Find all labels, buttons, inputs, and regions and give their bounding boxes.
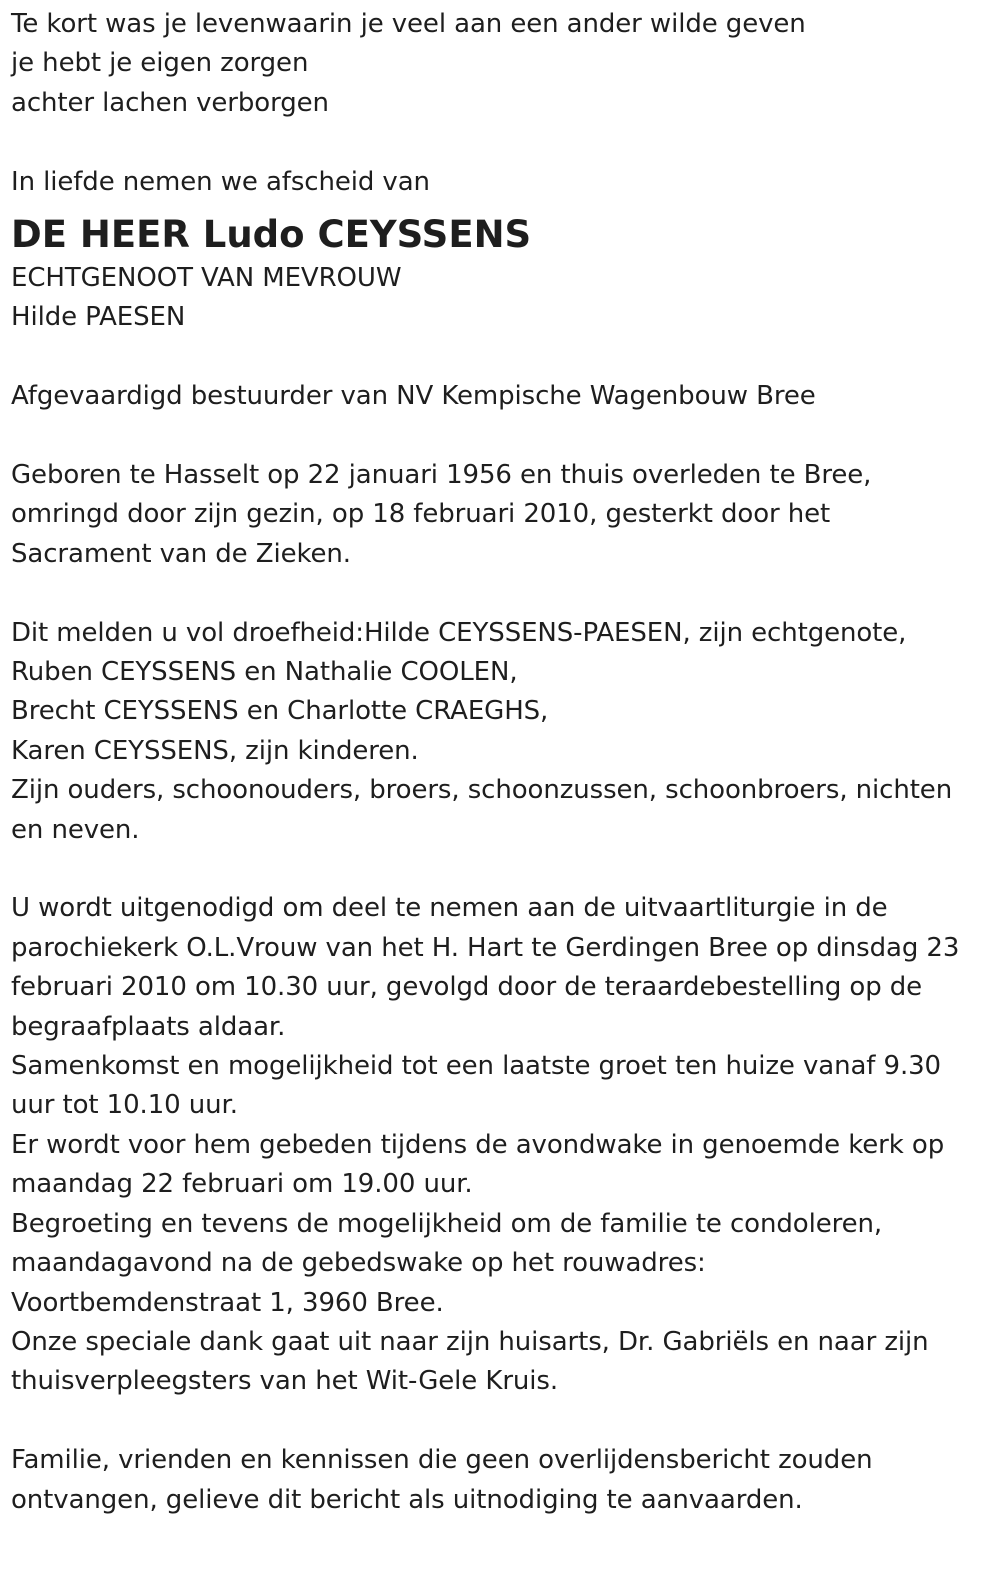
paragraph-line: Er wordt voor hem gebeden tijdens de avondwake in genoemde kerk op bbox=[11, 1129, 945, 1160]
paragraph-line: begraafplaats aldaar. bbox=[11, 1011, 286, 1042]
paragraph-line: Onze speciale dank gaat uit naar zijn huisarts, Dr. Gabriëls en naar zijn bbox=[11, 1326, 929, 1357]
paragraph-line: Zijn ouders, schoonouders, broers, schoonzussen, schoonbroers, nichten bbox=[11, 775, 953, 806]
poem-line: achter lachen verborgen bbox=[11, 87, 329, 118]
address-line: Voortbemdenstraat 1, 3960 Bree. bbox=[11, 1287, 444, 1318]
intro-text: In liefde nemen we afscheid van bbox=[11, 166, 430, 197]
family-paragraph bbox=[11, 614, 989, 850]
spouse-name: Hilde PAESEN bbox=[11, 302, 186, 333]
paragraph-line: U wordt uitgenodigd om deel te nemen aan de uitvaartliturgie in de bbox=[11, 893, 888, 924]
paragraph-line: februari 2010 om 10.30 uur, gevolgd door de teraardebestelling op de bbox=[11, 972, 923, 1003]
spacer bbox=[11, 417, 989, 456]
poem bbox=[11, 5, 989, 123]
paragraph-line: uur tot 10.10 uur. bbox=[11, 1090, 238, 1121]
paragraph-line: parochiekerk O.L.Vrouw van het H. Hart te Gerdingen Bree op dinsdag 23 bbox=[11, 932, 960, 963]
spacer bbox=[11, 338, 989, 377]
paragraph-line: Geboren te Hasselt op 22 januari 1956 en thuis overleden te Bree, bbox=[11, 460, 872, 491]
paragraph-line: Dit melden u vol droefheid:Hilde CEYSSENS-PAESEN, zijn echtgenote, bbox=[11, 617, 907, 648]
paragraph-line: ontvangen, gelieve dit bericht als uitnodiging te aanvaarden. bbox=[11, 1484, 803, 1515]
spacer bbox=[11, 574, 989, 613]
paragraph-line: omringd door zijn gezin, op 18 februari 2010, gesterkt door het bbox=[11, 499, 831, 530]
paragraph-line: Karen CEYSSENS, zijn kinderen. bbox=[11, 735, 419, 766]
spacer bbox=[11, 1402, 989, 1441]
poem-line: je hebt je eigen zorgen bbox=[11, 48, 309, 79]
paragraph-line: maandag 22 februari om 19.00 uur. bbox=[11, 1169, 473, 1200]
occupation-text: Afgevaardigd bestuurder van NV Kempische Wagenbouw Bree bbox=[11, 381, 816, 412]
deceased-name: DE HEER Ludo CEYSSENS bbox=[11, 213, 532, 257]
paragraph-line: en neven. bbox=[11, 814, 140, 845]
closing-paragraph bbox=[11, 1441, 989, 1520]
birth-death-paragraph bbox=[11, 456, 989, 574]
poem-line: Te kort was je levenwaarin je veel aan een ander wilde geven bbox=[11, 9, 806, 39]
paragraph-line: maandagavond na de gebedswake op het rouwadres: bbox=[11, 1248, 706, 1279]
spouse-label: ECHTGENOOT VAN MEVROUW bbox=[11, 263, 402, 294]
paragraph-line: Ruben CEYSSENS en Nathalie COOLEN, bbox=[11, 657, 518, 688]
spacer bbox=[11, 850, 989, 889]
paragraph-line: Brecht CEYSSENS en Charlotte CRAEGHS, bbox=[11, 696, 549, 727]
paragraph-line: Samenkomst en mogelijkheid tot een laatste groet ten huize vanaf 9.30 bbox=[11, 1051, 942, 1082]
service-paragraph bbox=[11, 889, 989, 1401]
paragraph-line: Familie, vrienden en kennissen die geen overlijdensbericht zouden bbox=[11, 1445, 873, 1476]
paragraph-line: Begroeting en tevens de mogelijkheid om de familie te condoleren, bbox=[11, 1208, 883, 1239]
paragraph-line: Sacrament van de Zieken. bbox=[11, 538, 351, 569]
spacer bbox=[11, 123, 989, 162]
paragraph-line: thuisverpleegsters van het Wit-Gele Kruis. bbox=[11, 1366, 559, 1397]
